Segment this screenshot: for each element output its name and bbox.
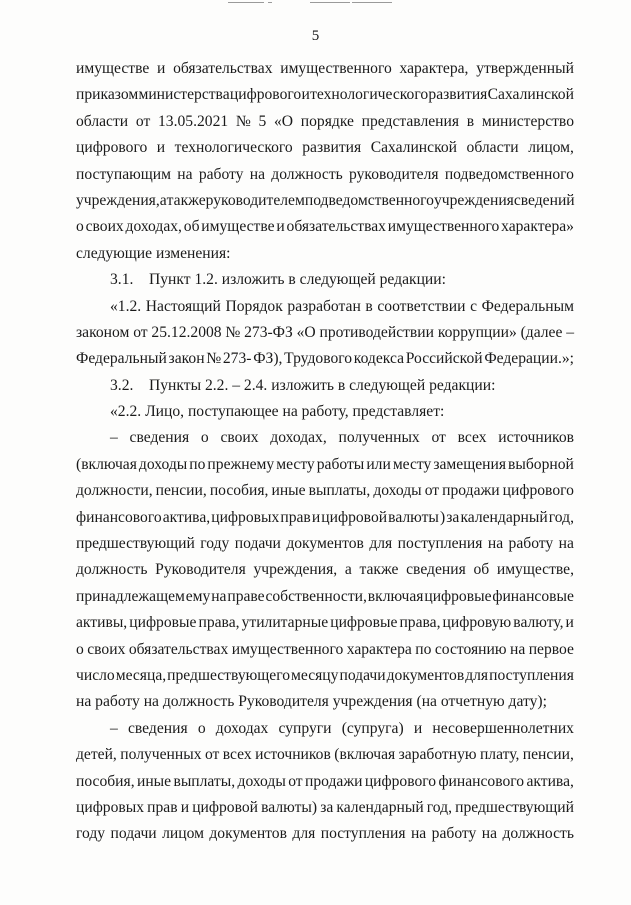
text-line: – сведения о своих доходах, полученных от всех источников xyxy=(110,429,574,447)
text-line: Федеральный закон № 273- ФЗ), Трудового кодекса Российской Федерации.»; xyxy=(76,350,574,368)
text-line: предшествующий году подачи документов для поступления на работу на xyxy=(76,535,574,553)
text-line: – сведения о доходах супруги (супруга) и несовершеннолетних xyxy=(110,719,574,737)
text-line: цифрового и технологического развития Сахалинской области лицом, xyxy=(76,139,574,157)
text-line: на работу на должность Руководителя учреждения (на отчетную дату); xyxy=(76,693,547,711)
text-line: приказом министерства цифрового и технологического развития Сахалинской xyxy=(76,86,574,104)
text-line: финансового актива, цифровых прав и цифровой валюты ) за календарный год, xyxy=(76,508,574,526)
text-line: активы, цифровые права, утилитарные цифровые права, цифровую валюту, и xyxy=(76,614,574,632)
text-line: число месяца, предшествующего месяцу подачи документов для поступления xyxy=(76,666,574,684)
text-line: «1.2. Настоящий Порядок разработан в соответствии с Федеральным xyxy=(110,297,574,315)
document-body xyxy=(76,56,574,848)
text-line: поступающим на работу на должность руководителя подведомственного xyxy=(76,165,574,183)
text-line: законом от 25.12.2008 № 273-ФЗ «О противодействии коррупции» (далее – xyxy=(76,323,574,341)
page-number: 5 xyxy=(311,28,320,44)
text-line: принадлежащем ему на праве собственности, включая цифровые финансовые xyxy=(76,587,574,605)
text-line: цифровых прав и цифровой валюты) за календарный год, предшествующий xyxy=(76,798,574,816)
text-line: 3.2. Пункты 2.2. – 2.4. изложить в следующей редакции: xyxy=(110,376,496,394)
text-line: о своих обязательствах имущественного характера по состоянию на первое xyxy=(76,640,574,658)
text-line: области от 13.05.2021 № 5 «О порядке представления в министерство xyxy=(76,112,574,130)
text-line: о своих доходах, об имуществе и обязательствах имущественного характера» xyxy=(76,218,574,236)
text-line: должности, пенсии, пособия, иные выплаты, доходы от продажи цифрового xyxy=(76,482,574,500)
text-line: следующие изменения: xyxy=(76,244,231,262)
text-line: «2.2. Лицо, поступающее на работу, представляет: xyxy=(110,403,445,421)
scan-artifacts xyxy=(0,0,631,10)
text-line: году подачи лицом документов для поступления на работу на должность xyxy=(76,825,574,843)
text-line: детей, полученных от всех источников (включая заработную плату, пенсии, xyxy=(76,746,574,764)
text-line: должность Руководителя учреждения, а также сведения об имуществе, xyxy=(76,561,574,579)
text-line: 3.1. Пункт 1.2. изложить в следующей редакции: xyxy=(110,271,446,289)
text-line: пособия, иные выплаты, доходы от продажи цифрового финансового актива, xyxy=(76,772,574,790)
text-line: (включая доходы по прежнему месту работы или месту замещения выборной xyxy=(76,455,574,473)
text-line: имуществе и обязательствах имущественного характера, утвержденный xyxy=(76,60,574,77)
text-line: учреждения, а также руководителем подведомственного учреждения сведений xyxy=(76,191,575,209)
